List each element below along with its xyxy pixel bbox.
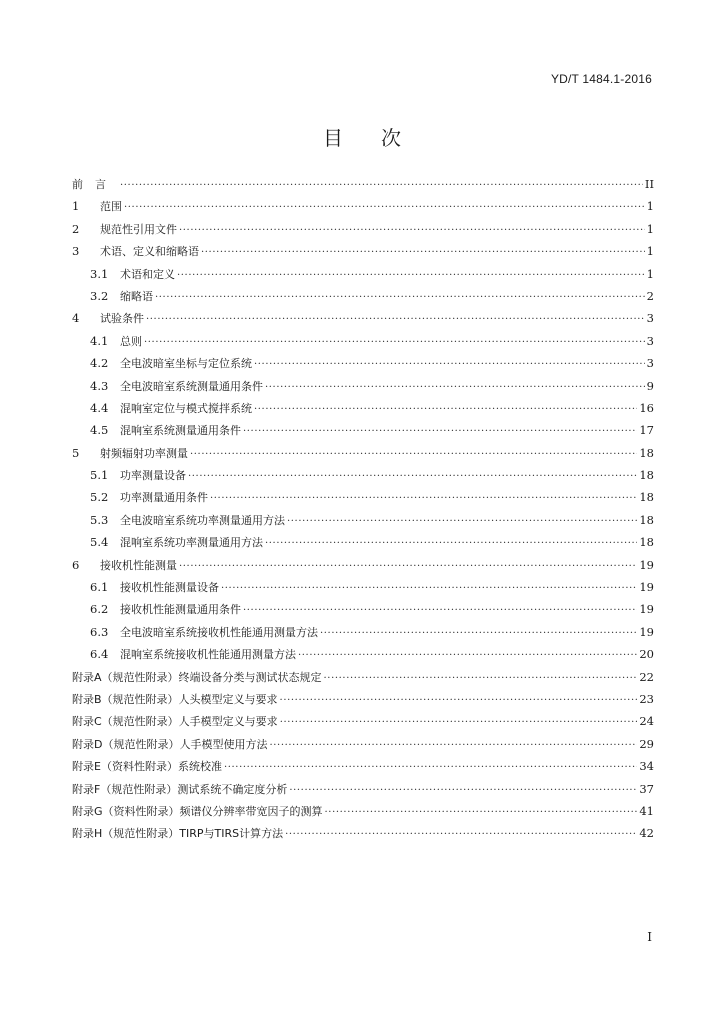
- toc-entry[interactable]: [72, 221, 654, 243]
- toc-entry-page: 9: [646, 378, 654, 393]
- toc-entry-number: 6.2: [90, 602, 109, 617]
- toc-entry-label: 总则: [120, 334, 142, 348]
- document-code: YD/T 1484.1-2016: [550, 72, 652, 86]
- toc-entry[interactable]: [72, 758, 654, 780]
- toc-entry-number: 5: [72, 445, 80, 460]
- toc-entry[interactable]: [72, 266, 654, 288]
- toc-entry-label: 规范性引用文件: [100, 222, 177, 236]
- toc-entry-label: 附录H（规范性附录）TIRP与TIRS计算方法: [72, 827, 284, 841]
- toc-entry-page: 18: [639, 535, 654, 550]
- toc-entry-page: II: [644, 177, 654, 191]
- toc-entry-page: 20: [639, 647, 654, 662]
- toc-entry-page: 22: [639, 669, 654, 684]
- toc-leader-dots: [146, 314, 645, 325]
- toc-entry-page: 18: [639, 512, 654, 527]
- toc-entry-label: 功率测量设备: [120, 469, 186, 483]
- toc-leader-dots: [280, 695, 638, 706]
- toc-entry-number: 6.3: [90, 624, 109, 639]
- page-title: 目次: [323, 126, 439, 150]
- toc-entry-page: 1: [646, 199, 654, 214]
- toc-entry-number: 4.5: [90, 423, 109, 438]
- toc-leader-dots: [210, 493, 637, 504]
- toc-entry-label: 接收机性能测量设备: [120, 581, 219, 595]
- toc-entry-page: 37: [639, 781, 654, 796]
- toc-entry-number: 5.3: [90, 512, 109, 527]
- toc-entry-number: 5.1: [90, 468, 109, 483]
- toc-entry-number: 4.2: [90, 356, 109, 371]
- page-number: I: [647, 930, 652, 944]
- toc-entry-page: 3: [646, 356, 654, 371]
- toc-entry-page: 24: [639, 714, 654, 729]
- toc-entry-page: 17: [639, 423, 654, 438]
- toc-entry[interactable]: [72, 422, 654, 444]
- toc-leader-dots: [243, 426, 637, 437]
- toc-entry[interactable]: [72, 467, 654, 489]
- toc-entry-number: 6: [72, 557, 80, 572]
- toc-entry[interactable]: [72, 243, 654, 265]
- toc-entry-number: 3.2: [90, 288, 109, 303]
- toc-entry-page: 23: [639, 691, 654, 706]
- toc-entry-label: 前言: [72, 178, 118, 191]
- toc-entry-number: 4: [72, 311, 80, 326]
- toc-entry-label: 缩略语: [120, 289, 153, 303]
- toc-entry[interactable]: [72, 534, 654, 556]
- toc-leader-dots: [120, 180, 643, 191]
- toc-entry[interactable]: [72, 557, 654, 579]
- toc-entry[interactable]: [72, 825, 654, 847]
- toc-entry-number: 4.3: [90, 378, 109, 393]
- toc-entry-label: 术语、定义和缩略语: [100, 245, 199, 259]
- toc-entry-page: 42: [639, 826, 654, 841]
- toc-entry-number: 4.1: [90, 333, 109, 348]
- toc-leader-dots: [325, 807, 638, 818]
- toc-entry[interactable]: [72, 669, 654, 691]
- toc-leader-dots: [177, 270, 645, 281]
- toc-entry[interactable]: [72, 736, 654, 758]
- toc-entry-number: 6.4: [90, 647, 109, 662]
- toc-entry[interactable]: [72, 781, 654, 803]
- toc-entry-page: 18: [639, 468, 654, 483]
- toc-entry[interactable]: [72, 355, 654, 377]
- toc-entry-page: 19: [639, 624, 654, 639]
- toc-entry[interactable]: [72, 445, 654, 467]
- toc-entry[interactable]: [72, 512, 654, 534]
- toc-entry-page: 29: [639, 736, 654, 751]
- toc-leader-dots: [265, 538, 637, 549]
- toc-leader-dots: [324, 673, 638, 684]
- toc-entry-label: 混响室系统功率测量通用方法: [120, 536, 263, 550]
- toc-leader-dots: [298, 650, 637, 661]
- toc-entry-label: 附录D（规范性附录）人手模型使用方法: [72, 737, 268, 751]
- toc-leader-dots: [254, 404, 637, 415]
- toc-entry-page: 1: [646, 221, 654, 236]
- toc-entry-number: 1: [72, 199, 80, 214]
- toc-entry[interactable]: [72, 803, 654, 825]
- toc-entry-label: 接收机性能测量: [100, 558, 177, 572]
- toc-entry-label: 全电波暗室系统测量通用条件: [120, 379, 263, 393]
- toc-leader-dots: [190, 449, 637, 460]
- toc-leader-dots: [285, 829, 637, 840]
- toc-entry-page: 3: [646, 333, 654, 348]
- toc-entry-label: 附录C（规范性附录）人手模型定义与要求: [72, 715, 278, 729]
- toc-entry-page: 19: [639, 557, 654, 572]
- toc-leader-dots: [289, 785, 637, 796]
- toc-leader-dots: [179, 561, 637, 572]
- toc-entry[interactable]: [72, 489, 654, 511]
- toc-leader-dots: [280, 717, 638, 728]
- toc-entry-label: 术语和定义: [120, 267, 175, 281]
- toc-entry-page: 18: [639, 445, 654, 460]
- toc-leader-dots: [243, 605, 637, 616]
- toc-entry-page: 1: [646, 244, 654, 259]
- toc-entry-label: 混响室系统接收机性能通用测量方法: [120, 648, 296, 662]
- toc-leader-dots: [265, 382, 645, 393]
- toc-leader-dots: [320, 628, 637, 639]
- toc-entry-page: 19: [639, 580, 654, 595]
- toc-entry-label: 射频辐射功率测量: [100, 446, 188, 460]
- toc-entry-number: 2: [72, 221, 80, 236]
- toc-entry-page: 19: [639, 602, 654, 617]
- toc-entry[interactable]: [72, 378, 654, 400]
- toc-entry-label: 全电波暗室坐标与定位系统: [120, 357, 252, 371]
- toc-leader-dots: [224, 762, 637, 773]
- toc-entry-label: 试验条件: [100, 312, 144, 326]
- toc-leader-dots: [155, 292, 645, 303]
- toc-entry[interactable]: [72, 579, 654, 601]
- toc-entry-number: 6.1: [90, 580, 109, 595]
- toc-entry-label: 功率测量通用条件: [120, 491, 208, 505]
- toc-leader-dots: [221, 583, 637, 594]
- toc-entry[interactable]: [72, 288, 654, 310]
- toc-leader-dots: [144, 337, 645, 348]
- toc-leader-dots: [269, 740, 637, 751]
- toc-entry-page: 2: [646, 288, 654, 303]
- toc-entry-number: 5.4: [90, 535, 109, 550]
- toc-entry-number: 3.1: [90, 266, 109, 281]
- toc-entry[interactable]: [72, 333, 654, 355]
- toc-entry-page: 16: [639, 400, 654, 415]
- toc-leader-dots: [254, 359, 645, 370]
- toc-entry-label: 附录A（规范性附录）终端设备分类与测试状态规定: [72, 670, 322, 684]
- table-of-contents: [72, 176, 654, 848]
- toc-entry[interactable]: [72, 310, 654, 332]
- toc-entry-label: 混响室系统测量通用条件: [120, 424, 241, 438]
- toc-leader-dots: [179, 225, 645, 236]
- toc-leader-dots: [287, 516, 637, 527]
- toc-entry[interactable]: [72, 646, 654, 668]
- toc-entry-number: 5.2: [90, 490, 109, 505]
- toc-entry[interactable]: [72, 691, 654, 713]
- toc-entry-number: 3: [72, 244, 80, 259]
- toc-entry-page: 34: [639, 759, 654, 774]
- toc-entry[interactable]: [72, 198, 654, 220]
- toc-entry-page: 18: [639, 490, 654, 505]
- toc-leader-dots: [188, 471, 637, 482]
- toc-leader-dots: [201, 247, 645, 258]
- toc-entry-number: 4.4: [90, 400, 109, 415]
- toc-entry-label: 范围: [100, 200, 122, 214]
- toc-entry[interactable]: [72, 176, 654, 198]
- toc-entry-page: 3: [646, 311, 654, 326]
- toc-entry-label: 混响室定位与模式搅拌系统: [120, 401, 252, 415]
- toc-entry-label: 附录G（资料性附录）频谱仪分辨率带宽因子的测算: [72, 804, 323, 818]
- toc-entry-label: 附录F（规范性附录）测试系统不确定度分析: [72, 782, 288, 796]
- toc-entry-label: 全电波暗室系统接收机性能通用测量方法: [120, 625, 318, 639]
- toc-entry-label: 接收机性能测量通用条件: [120, 603, 241, 617]
- toc-entry[interactable]: [72, 713, 654, 735]
- toc-entry[interactable]: [72, 601, 654, 623]
- toc-entry[interactable]: [72, 400, 654, 422]
- toc-entry-label: 全电波暗室系统功率测量通用方法: [120, 513, 285, 527]
- toc-entry-label: 附录B（规范性附录）人头模型定义与要求: [72, 692, 278, 706]
- toc-entry-page: 1: [646, 266, 654, 281]
- toc-entry-label: 附录E（资料性附录）系统校准: [72, 760, 222, 774]
- toc-entry-page: 41: [639, 803, 654, 818]
- toc-entry[interactable]: [72, 624, 654, 646]
- toc-leader-dots: [124, 202, 645, 213]
